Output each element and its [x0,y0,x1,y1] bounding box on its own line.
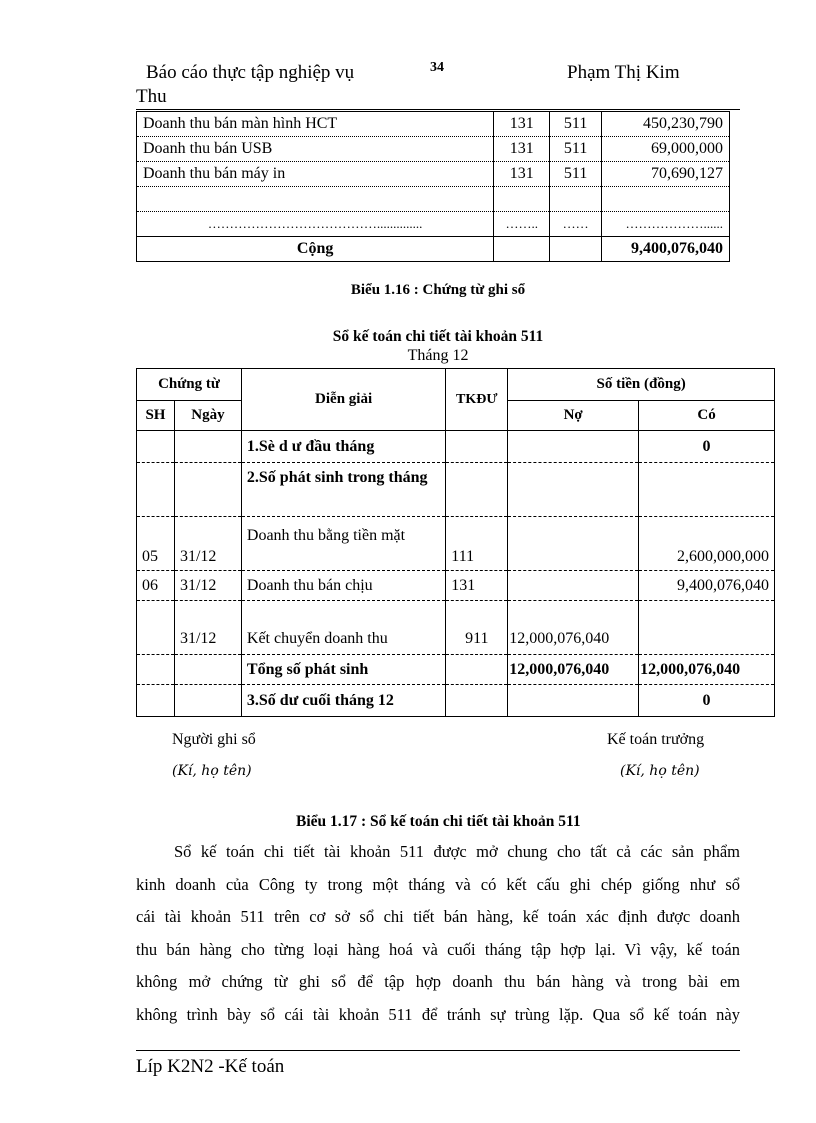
header-sh: SH [137,401,175,431]
ledger-table [136,368,775,717]
header-acct: TKĐƯ [446,369,508,431]
header-rule [136,109,740,110]
cell-sh [137,601,175,655]
cell-debit [508,431,639,463]
table-row [137,601,775,655]
table-row [137,463,775,517]
cell-credit [639,601,775,655]
cell-date [174,685,241,717]
cell-sh [137,463,175,517]
row-credit: …… [550,212,602,237]
row-credit [550,187,602,212]
cell-sh: 05 [137,517,175,571]
cell-credit: 0 [639,431,775,463]
row-amount: 450,230,790 [602,112,730,137]
header-desc: Diễn giải [241,369,445,431]
header-right-cont: Thu [136,86,167,107]
ledger-title: Sổ kế toán chi tiết tài khoản 511 [332,328,544,345]
cell-desc: 3.Số dư cuối tháng 12 [241,685,445,717]
header-credit: Có [639,401,775,431]
signer-left-note: (Kí, họ tên) [172,763,252,779]
row-amount: 70,690,127 [602,162,730,187]
cell-desc: Doanh thu bán chịu [241,571,445,601]
cell-sh: 06 [137,571,175,601]
signer-right-title: Kế toán trưởng [607,731,705,748]
header-debit: Nợ [508,401,639,431]
cell-desc: Kết chuyển doanh thu [241,601,445,655]
row-credit: 511 [550,162,602,187]
cell-desc: 2.Số phát sinh trong tháng [241,463,445,517]
cell-date: 31/12 [174,517,241,571]
total-label: Cộng [137,237,494,262]
cell-acct [446,655,508,685]
cell-acct [446,431,508,463]
table-row [137,162,730,187]
cell-credit: 0 [639,685,775,717]
paragraph-line: không trình bày sổ cái tài khoản 511 để tránh sự trùng lặp. Qua sổ kế toán này [136,1005,740,1024]
row-credit: 511 [550,112,602,137]
cell-debit: 12,000,076,040 [508,655,639,685]
header-right: Phạm Thị Kim [567,62,680,83]
cell-acct [446,685,508,717]
cell-sh [137,685,175,717]
page-number: 34 [430,60,444,75]
paragraph-line: kinh doanh của Công ty trong một tháng và có kết cấu ghi chép giống như sổ [136,875,740,894]
cell-date [174,431,241,463]
row-desc: ………………………………….............. [137,212,494,237]
row-debit: 131 [494,137,550,162]
row-amount: 69,000,000 [602,137,730,162]
paragraph-line: không mở chứng từ ghi sổ để tập hợp doanh thu bán hàng và trong bài em [136,972,740,991]
cell-desc: 1.Sè d ư đầu tháng [241,431,445,463]
cell-acct: 911 [446,601,508,655]
total-row [137,237,730,262]
cell-debit [508,463,639,517]
cell-credit: 2,600,000,000 [639,517,775,571]
header-date: Ngày [174,401,241,431]
cell-acct: 111 [446,517,508,571]
row-debit: …….. [494,212,550,237]
header-left: Báo cáo thực tập nghiệp vụ [146,62,355,83]
caption-2: Biểu 1.17 : Sổ kế toán chi tiết tài khoản 511 [296,813,581,830]
ledger-subtitle: Tháng 12 [407,347,469,364]
header-voucher: Chứng từ [137,369,242,401]
cell-acct [446,463,508,517]
row-debit: 131 [494,162,550,187]
cell-acct: 131 [446,571,508,601]
row-desc [137,187,494,212]
caption-1: Biểu 1.16 : Chứng từ ghi sổ [350,282,526,298]
row-credit: 511 [550,137,602,162]
row-amount: ………………...... [602,212,730,237]
cell-date: 31/12 [174,571,241,601]
voucher-table [136,111,730,262]
table-row [137,431,775,463]
row-amount [602,187,730,212]
footer-rule [136,1050,740,1051]
row-debit: 131 [494,112,550,137]
paragraph-line: Sổ kế toán chi tiết tài khoản 511 được mở chung cho tất cả các sản phẩm [174,842,740,861]
table-row [137,212,730,237]
cell-credit [639,463,775,517]
paragraph-line: cái tài khoản 511 trên cơ sở sổ chi tiết bán hàng, kế toán xác định được doanh [136,907,740,926]
signer-right-note: (Kí, họ tên) [620,763,700,779]
table-row [137,685,775,717]
cell-debit [508,571,639,601]
table-row [137,137,730,162]
table-row [137,655,775,685]
table-row [137,517,775,571]
footer-text: Líp K2N2 -Kế toán [136,1056,285,1077]
table-row [137,112,730,137]
paragraph-line: thu bán hàng cho từng loại hàng hoá và cuối tháng tập hợp lại. Vì vậy, kế toán [136,940,740,959]
cell-credit: 9,400,076,040 [639,571,775,601]
table-row [137,187,730,212]
cell-debit: 12,000,076,040 [508,601,639,655]
cell-date [174,655,241,685]
cell-sh [137,431,175,463]
row-desc: Doanh thu bán màn hình HCT [137,112,494,137]
cell-desc: Tổng số phát sinh [241,655,445,685]
total-amount: 9,400,076,040 [602,237,730,262]
cell-credit: 12,000,076,040 [639,655,775,685]
cell-date: 31/12 [174,601,241,655]
signer-left-title: Người ghi sổ [172,731,256,748]
cell-debit [508,517,639,571]
cell-debit [508,685,639,717]
cell-desc: Doanh thu bằng tiền mặt [241,517,445,571]
row-desc: Doanh thu bán USB [137,137,494,162]
header-amount: Số tiền (đồng) [508,369,775,401]
row-debit [494,187,550,212]
cell-date [174,463,241,517]
cell-sh [137,655,175,685]
table-row [137,571,775,601]
row-desc: Doanh thu bán máy in [137,162,494,187]
